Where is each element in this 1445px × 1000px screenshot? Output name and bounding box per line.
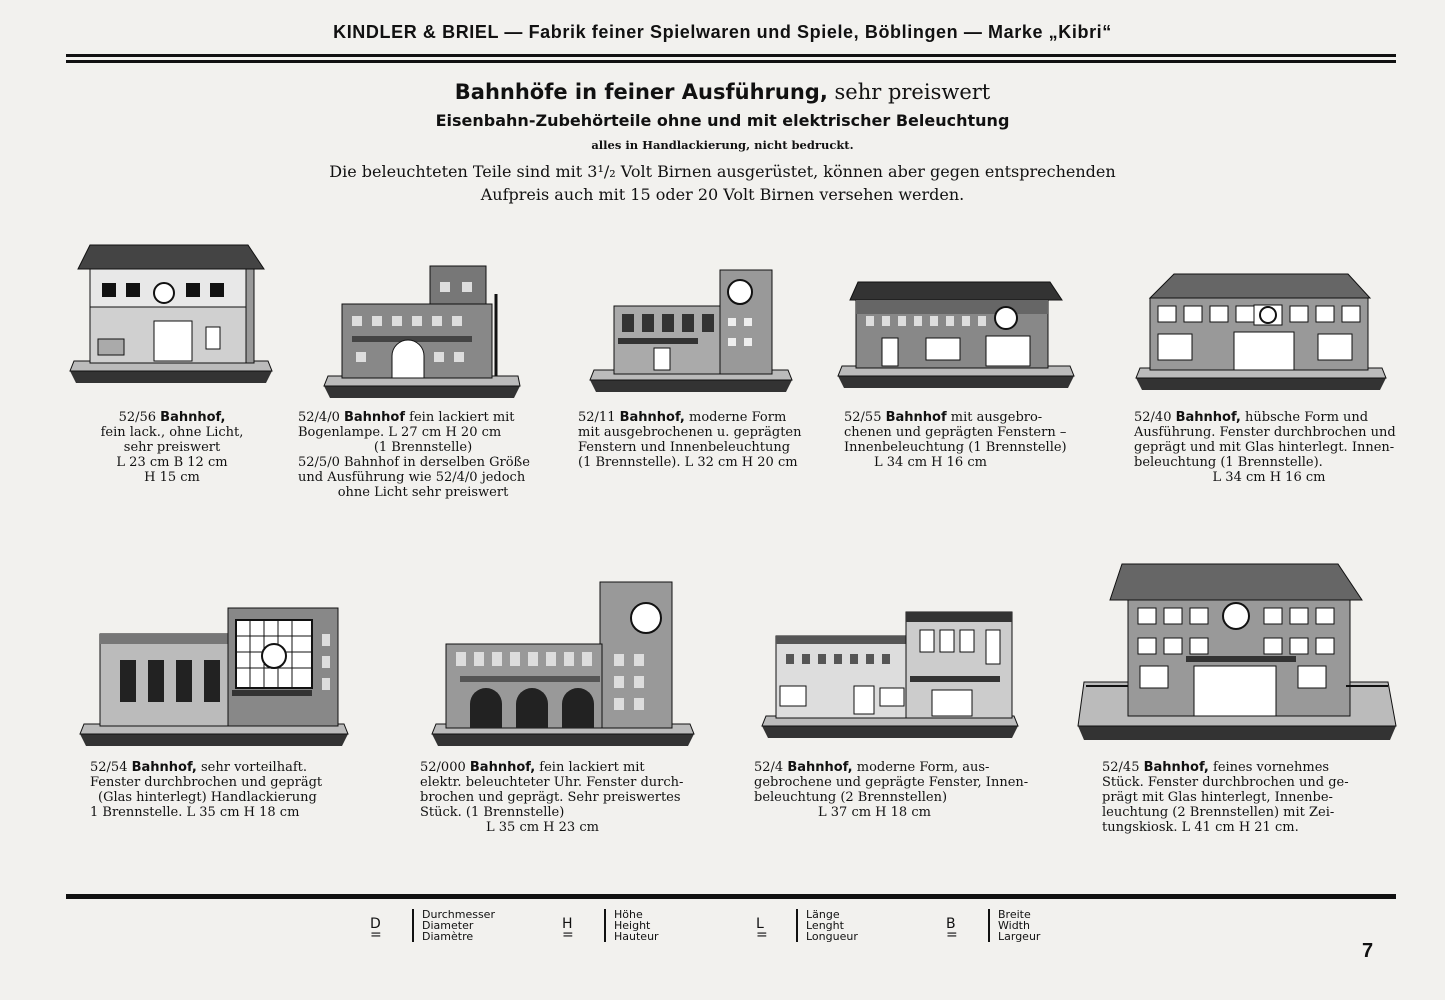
caption-52-000-title bbox=[420, 760, 700, 775]
item-number: 52/4/0 bbox=[298, 410, 340, 425]
caption-line: leuchtung (2 Brennstellen) mit Zei- bbox=[1102, 805, 1335, 820]
legend-brace bbox=[796, 909, 798, 942]
caption-line: prägt mit Glas hinterlegt, Innenbe- bbox=[1102, 790, 1333, 805]
legend-symbol: L = bbox=[756, 916, 768, 943]
footer-rule bbox=[66, 894, 1396, 899]
caption-line: elektr. beleuchteter Uhr. Fenster durch- bbox=[420, 775, 684, 790]
intro-title-bold: Bahnhöfe in feiner Ausführung, bbox=[454, 80, 828, 104]
legend-word: Largeur bbox=[998, 930, 1041, 943]
caption-52-40 bbox=[1134, 410, 1404, 485]
station-52-11-illustration bbox=[588, 268, 794, 396]
caption-line: L 34 cm H 16 cm bbox=[1212, 470, 1326, 485]
legend-symbol: D = bbox=[370, 916, 382, 943]
caption-52-4-title bbox=[754, 760, 1034, 775]
legend-brace bbox=[988, 909, 990, 942]
caption-line: L 37 cm H 18 cm bbox=[818, 805, 931, 820]
caption-52-4-0-title bbox=[298, 410, 548, 425]
caption-line: und Ausführung wie 52/4/0 jedoch bbox=[298, 470, 526, 485]
caption-first-rest: fein lackiert mit bbox=[405, 410, 515, 425]
caption-first-rest: feines vornehmes bbox=[1208, 760, 1330, 775]
intro-text-line-2: Aufpreis auch mit 15 oder 20 Volt Birnen versehen werden. bbox=[480, 185, 965, 204]
intro-text bbox=[0, 160, 1445, 206]
caption-line: chenen und geprägten Fenstern – bbox=[844, 425, 1067, 440]
intro-text-line-1: Die beleuchteten Teile sind mit 3¹/₂ Volt Birnen ausgerüstet, können aber gegen entsprechenden bbox=[329, 162, 1116, 181]
caption-line: brochen und geprägt. Sehr preiswertes bbox=[420, 790, 681, 805]
legend-brace bbox=[604, 909, 606, 942]
page-number: 7 bbox=[1362, 940, 1374, 962]
station-52-40-illustration bbox=[1134, 272, 1388, 396]
item-number: 52/55 bbox=[844, 410, 882, 425]
caption-52-55-title bbox=[844, 410, 1074, 425]
item-name: Bahnhof, bbox=[160, 410, 226, 425]
legend-word: Diameter bbox=[422, 919, 474, 932]
legend-symbol: B = bbox=[946, 916, 958, 943]
intro-title bbox=[0, 80, 1445, 105]
caption-line: (1 Brennstelle). L 32 cm H 20 cm bbox=[578, 455, 798, 470]
caption-52-45-title bbox=[1102, 760, 1362, 775]
station-52-56-illustration bbox=[68, 243, 274, 399]
caption-first-rest: fein lackiert mit bbox=[535, 760, 645, 775]
caption-52-54-title bbox=[90, 760, 340, 775]
caption-line: L 34 cm H 16 cm bbox=[874, 455, 987, 470]
caption-line: Fenster durchbrochen und geprägt bbox=[90, 775, 323, 790]
intro-title-rest: sehr preiswert bbox=[827, 80, 991, 104]
legend-word: Hauteur bbox=[614, 930, 659, 943]
item-name: Bahnhof, bbox=[787, 760, 853, 775]
caption-line: tungskiosk. L 41 cm H 21 cm. bbox=[1102, 820, 1299, 835]
legend-word: Width bbox=[998, 919, 1030, 932]
station-52-54-illustration bbox=[78, 604, 350, 752]
item-number: 52/54 bbox=[90, 760, 128, 775]
caption-line: L 35 cm H 23 cm bbox=[486, 820, 599, 835]
caption-first-rest: mit ausgebro- bbox=[946, 410, 1043, 425]
caption-line: 1 Brennstelle. L 35 cm H 18 cm bbox=[90, 805, 300, 820]
caption-line: Innenbeleuchtung (1 Brennstelle) bbox=[844, 440, 1067, 455]
item-number: 52/11 bbox=[578, 410, 616, 425]
caption-line: (Glas hinterlegt) Handlackierung bbox=[98, 790, 317, 805]
item-name: Bahnhof, bbox=[469, 760, 536, 775]
caption-52-4-0 bbox=[298, 410, 548, 500]
caption-line: geprägt und mit Glas hinterlegt. Innen- bbox=[1134, 440, 1395, 455]
caption-line: (1 Brennstelle) bbox=[373, 440, 473, 455]
legend-word: Longueur bbox=[806, 930, 858, 943]
caption-first-rest: hübsche Form und bbox=[1240, 410, 1369, 425]
station-52-4-0-illustration bbox=[322, 264, 522, 402]
item-name: Bahnhof bbox=[885, 410, 947, 425]
legend-word: Lenght bbox=[806, 919, 844, 932]
header-rule-top bbox=[66, 54, 1396, 57]
item-name: Bahnhof, bbox=[1143, 760, 1209, 775]
catalog-header: KINDLER & BRIEL — Fabrik feiner Spielwaren und Spiele, Böblingen — Marke „Kibri“ bbox=[333, 22, 1112, 42]
item-name: Bahnhof, bbox=[619, 410, 685, 425]
item-name: Bahnhof, bbox=[1175, 410, 1241, 425]
item-number: 52/40 bbox=[1134, 410, 1172, 425]
caption-52-4 bbox=[754, 760, 1034, 820]
caption-line: mit ausgebrochenen u. geprägten bbox=[578, 425, 802, 440]
caption-52-11 bbox=[578, 410, 808, 470]
caption-52-000 bbox=[420, 760, 700, 835]
legend-word: Länge bbox=[806, 908, 840, 921]
caption-52-40-title bbox=[1134, 410, 1404, 425]
caption-first-rest: moderne Form bbox=[684, 410, 787, 425]
caption-line: H 15 cm bbox=[144, 470, 200, 485]
legend-brace bbox=[412, 909, 414, 942]
legend-word: Durchmesser bbox=[422, 908, 495, 921]
caption-line: ohne Licht sehr preiswert bbox=[337, 485, 509, 500]
caption-line: fein lack., ohne Licht, bbox=[100, 425, 244, 440]
caption-line: Stück. Fenster durchbrochen und ge- bbox=[1102, 775, 1349, 790]
intro-subtitle: Eisenbahn-Zubehörteile ohne und mit elektrischer Beleuchtung bbox=[435, 111, 1010, 130]
caption-line: 52/5/0 Bahnhof in derselben Größe bbox=[298, 455, 530, 470]
item-number: 52/000 bbox=[420, 760, 466, 775]
header-rule-bottom bbox=[66, 60, 1396, 63]
intro-note: alles in Handlackierung, nicht bedruckt. bbox=[591, 138, 854, 152]
caption-first-rest: moderne Form, aus- bbox=[852, 760, 990, 775]
legend-word: Diamètre bbox=[422, 930, 474, 943]
item-name: Bahnhof bbox=[343, 410, 406, 425]
caption-line: sehr preiswert bbox=[123, 440, 221, 455]
caption-52-56 bbox=[80, 410, 264, 485]
caption-52-45 bbox=[1102, 760, 1362, 835]
item-number: 52/4 bbox=[754, 760, 784, 775]
item-number: 52/45 bbox=[1102, 760, 1140, 775]
caption-52-11-title bbox=[578, 410, 808, 425]
station-52-55-illustration bbox=[836, 280, 1076, 392]
caption-first-rest: sehr vorteilhaft. bbox=[196, 760, 308, 775]
station-52-4-illustration bbox=[760, 608, 1020, 742]
caption-line: Fenstern und Innenbeleuchtung bbox=[578, 440, 791, 455]
caption-52-54 bbox=[90, 760, 340, 820]
station-52-45-illustration bbox=[1076, 562, 1398, 744]
legend-word: Height bbox=[614, 919, 651, 932]
legend-symbol: H = bbox=[562, 916, 574, 943]
caption-line: beleuchtung (2 Brennstellen) bbox=[754, 790, 948, 805]
item-number: 52/56 bbox=[118, 410, 157, 425]
item-name: Bahnhof, bbox=[131, 760, 197, 775]
caption-52-56-title bbox=[80, 410, 264, 425]
caption-52-55 bbox=[844, 410, 1074, 470]
caption-line: L 23 cm B 12 cm bbox=[116, 455, 228, 470]
caption-line: Ausführung. Fenster durchbrochen und bbox=[1134, 425, 1396, 440]
caption-line: Bogenlampe. L 27 cm H 20 cm bbox=[298, 425, 502, 440]
station-52-000-illustration bbox=[430, 580, 696, 750]
caption-line: gebrochene und geprägte Fenster, Innen- bbox=[754, 775, 1029, 790]
caption-line: Stück. (1 Brennstelle) bbox=[420, 805, 565, 820]
legend-word: Höhe bbox=[614, 908, 643, 921]
legend-word: Breite bbox=[998, 908, 1031, 921]
caption-line: beleuchtung (1 Brennstelle). bbox=[1134, 455, 1323, 470]
